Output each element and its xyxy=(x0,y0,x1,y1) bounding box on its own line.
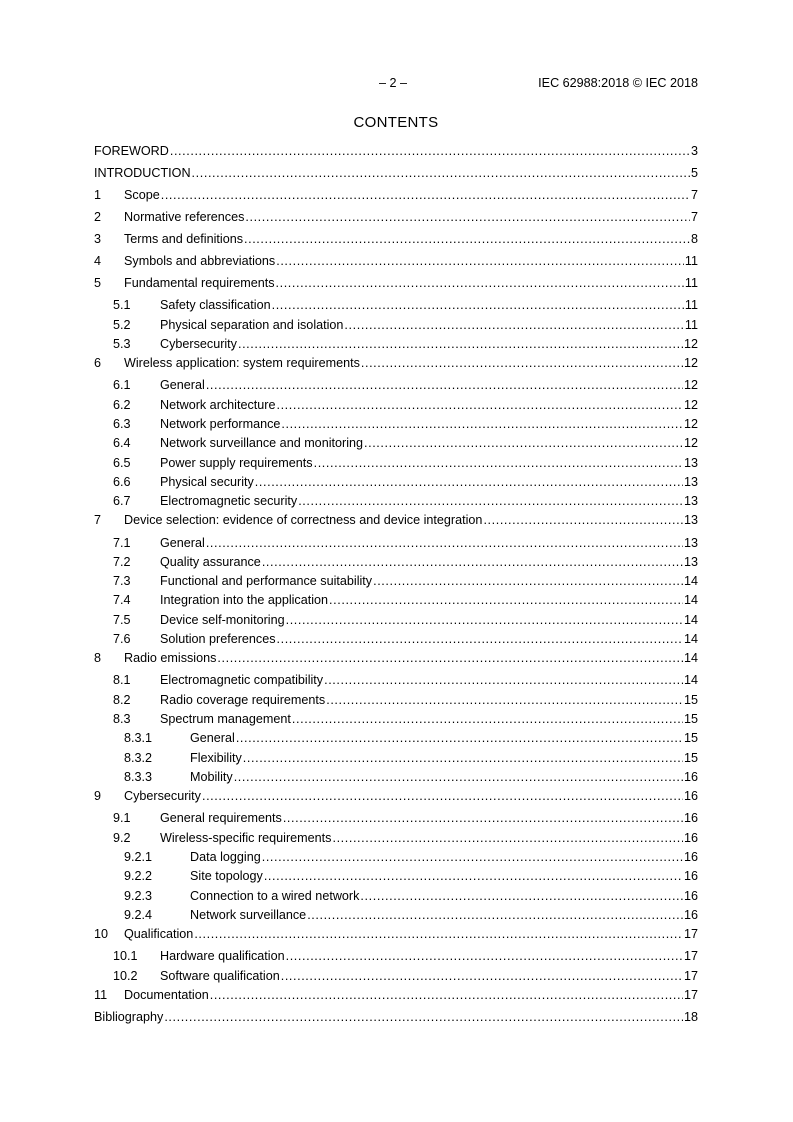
toc-entry-label: General requirements xyxy=(160,811,282,825)
toc-entry[interactable] xyxy=(94,712,698,729)
toc-entry-page: 14 xyxy=(683,574,698,588)
toc-entry[interactable] xyxy=(94,811,698,828)
dot-leader xyxy=(192,166,690,180)
dot-leader xyxy=(314,456,683,470)
toc-entry-label: Connection to a wired network xyxy=(190,889,360,903)
toc-entry-page: 15 xyxy=(683,712,698,726)
toc-entry[interactable] xyxy=(94,494,698,511)
toc-entry-number: 10 xyxy=(94,927,109,941)
toc-entry[interactable] xyxy=(94,232,698,249)
toc-entry-label: Network performance xyxy=(160,417,281,431)
toc-entry[interactable] xyxy=(94,789,698,806)
toc-entry[interactable] xyxy=(94,927,698,944)
dot-leader xyxy=(255,475,683,489)
dot-leader xyxy=(286,949,683,963)
dot-leader xyxy=(483,513,683,527)
toc-entry-page: 16 xyxy=(683,889,698,903)
toc-entry[interactable] xyxy=(94,831,698,848)
toc-entry-number: 8.2 xyxy=(113,693,131,707)
toc-entry-page: 12 xyxy=(683,378,698,392)
toc-entry-page: 11 xyxy=(684,276,698,290)
toc-entry-page: 13 xyxy=(683,456,698,470)
toc-entry-number: 8.3.1 xyxy=(124,731,153,745)
toc-entry-label: Electromagnetic compatibility xyxy=(160,673,324,687)
dot-leader xyxy=(245,210,690,224)
toc-entry-number: 8.3.3 xyxy=(124,770,153,784)
toc-entry[interactable] xyxy=(94,693,698,710)
dot-leader xyxy=(281,417,683,431)
toc-entry[interactable] xyxy=(94,949,698,966)
toc-entry-number: 9.1 xyxy=(113,811,131,825)
toc-entry[interactable] xyxy=(94,144,698,161)
toc-entry-label: Cybersecurity xyxy=(160,337,237,351)
toc-entry[interactable] xyxy=(94,276,698,293)
toc-entry-number: 7.5 xyxy=(113,613,131,627)
dot-leader xyxy=(234,770,683,784)
toc-entry-label: General xyxy=(190,731,235,745)
toc-entry[interactable] xyxy=(94,555,698,572)
toc-entry-page: 13 xyxy=(683,513,698,527)
toc-entry[interactable] xyxy=(94,869,698,886)
toc-entry[interactable] xyxy=(94,337,698,354)
toc-entry-page: 15 xyxy=(683,693,698,707)
toc-entry[interactable] xyxy=(94,1010,698,1027)
toc-entry-page: 11 xyxy=(684,318,698,332)
dot-leader xyxy=(281,969,683,983)
toc-entry-label: General xyxy=(160,536,205,550)
toc-entry-number: 6 xyxy=(94,356,102,370)
contents-title: CONTENTS xyxy=(353,114,439,131)
toc-entry-page: 12 xyxy=(683,337,698,351)
toc-entry-number: 5.1 xyxy=(113,298,131,312)
toc-entry-label: Device selection: evidence of correctness and device integration xyxy=(124,513,483,527)
dot-leader xyxy=(364,436,683,450)
toc-entry-page: 17 xyxy=(683,927,698,941)
dot-leader xyxy=(161,188,690,202)
toc-entry-page: 18 xyxy=(683,1010,698,1024)
toc-entry-number: 9.2.3 xyxy=(124,889,153,903)
toc-entry-page: 13 xyxy=(683,536,698,550)
toc-entry-number: 2 xyxy=(94,210,102,224)
toc-entry-label: Radio coverage requirements xyxy=(160,693,326,707)
dot-leader xyxy=(206,536,683,550)
toc-entry-label: INTRODUCTION xyxy=(94,166,191,180)
toc-entry-page: 16 xyxy=(683,770,698,784)
dot-leader xyxy=(202,789,683,803)
toc-entry-number: 8.1 xyxy=(113,673,131,687)
toc-entry-label: Mobility xyxy=(190,770,233,784)
toc-entry-number: 6.3 xyxy=(113,417,131,431)
toc-entry-number: 1 xyxy=(94,188,102,202)
dot-leader xyxy=(217,651,683,665)
dot-leader xyxy=(206,378,683,392)
toc-entry-label: Cybersecurity xyxy=(124,789,201,803)
toc-entry-page: 12 xyxy=(683,417,698,431)
toc-entry[interactable] xyxy=(94,751,698,768)
dot-leader xyxy=(324,673,683,687)
toc-entry-label: Safety classification xyxy=(160,298,271,312)
toc-entry-page: 16 xyxy=(683,831,698,845)
toc-entry-number: 6.1 xyxy=(113,378,131,392)
dot-leader xyxy=(238,337,683,351)
toc-entry-page: 13 xyxy=(683,475,698,489)
dot-leader xyxy=(292,712,683,726)
toc-entry-label: Qualification xyxy=(124,927,194,941)
toc-entry-page: 17 xyxy=(683,988,698,1002)
toc-entry[interactable] xyxy=(94,850,698,867)
toc-entry-label: Quality assurance xyxy=(160,555,261,569)
toc-entry-page: 12 xyxy=(683,356,698,370)
toc-entry-number: 9.2.1 xyxy=(124,850,153,864)
toc-entry[interactable] xyxy=(94,378,698,395)
toc-entry[interactable] xyxy=(94,417,698,434)
dot-leader xyxy=(210,988,683,1002)
toc-entry[interactable] xyxy=(94,536,698,553)
toc-entry[interactable] xyxy=(94,166,698,183)
toc-entry-number: 9 xyxy=(94,789,102,803)
toc-entry[interactable] xyxy=(94,593,698,610)
dot-leader xyxy=(332,831,683,845)
toc-entry-page: 17 xyxy=(683,969,698,983)
toc-entry-number: 9.2.2 xyxy=(124,869,153,883)
toc-entry-label: Wireless-specific requirements xyxy=(160,831,332,845)
toc-entry-page: 8 xyxy=(690,232,698,246)
toc-entry-page: 13 xyxy=(683,494,698,508)
toc-entry-number: 8.3 xyxy=(113,712,131,726)
page-header xyxy=(94,76,698,92)
toc-entry[interactable] xyxy=(94,770,698,787)
toc-entry-page: 7 xyxy=(690,210,698,224)
dot-leader xyxy=(262,850,683,864)
dot-leader xyxy=(329,593,683,607)
toc-entry-label: Integration into the application xyxy=(160,593,329,607)
toc-entry[interactable] xyxy=(94,969,698,986)
toc-entry-label: Device self-monitoring xyxy=(160,613,285,627)
toc-entry-label: Network surveillance and monitoring xyxy=(160,436,363,450)
toc-entry[interactable] xyxy=(94,475,698,492)
toc-entry[interactable] xyxy=(94,436,698,453)
dot-leader xyxy=(262,555,683,569)
toc-entry-label: General xyxy=(160,378,205,392)
standard-reference: IEC 62988:2018 © IEC 2018 xyxy=(538,76,698,90)
toc-entry-page: 11 xyxy=(684,254,698,268)
toc-entry-number: 6.5 xyxy=(113,456,131,470)
toc-entry-number: 7.1 xyxy=(113,536,131,550)
toc-entry-page: 16 xyxy=(683,869,698,883)
dot-leader xyxy=(170,144,690,158)
toc-entry-page: 16 xyxy=(683,811,698,825)
toc-entry-label: Electromagnetic security xyxy=(160,494,298,508)
dot-leader xyxy=(243,751,683,765)
dot-leader xyxy=(244,232,690,246)
toc-entry-label: Power supply requirements xyxy=(160,456,313,470)
dot-leader xyxy=(373,574,683,588)
toc-entry-number: 7 xyxy=(94,513,102,527)
toc-entry-label: Normative references xyxy=(124,210,245,224)
toc-entry[interactable] xyxy=(94,398,698,415)
toc-entry[interactable] xyxy=(94,673,698,690)
toc-entry[interactable] xyxy=(94,356,698,373)
toc-entry-page: 17 xyxy=(683,949,698,963)
toc-entry-page: 3 xyxy=(690,144,698,158)
dot-leader xyxy=(194,927,683,941)
dot-leader xyxy=(272,298,684,312)
toc-entry-number: 11 xyxy=(94,988,108,1002)
toc-entry-page: 12 xyxy=(683,398,698,412)
toc-entry-label: Fundamental requirements xyxy=(124,276,275,290)
toc-entry-page: 16 xyxy=(683,789,698,803)
toc-entry[interactable] xyxy=(94,908,698,925)
dot-leader xyxy=(277,632,683,646)
toc-entry-page: 7 xyxy=(690,188,698,202)
toc-entry-number: 6.4 xyxy=(113,436,131,450)
dot-leader xyxy=(286,613,683,627)
dot-leader xyxy=(276,276,684,290)
dot-leader xyxy=(344,318,684,332)
toc-entry-page: 15 xyxy=(683,751,698,765)
toc-entry-label: Solution preferences xyxy=(160,632,276,646)
toc-entry-page: 12 xyxy=(683,436,698,450)
dot-leader xyxy=(276,254,684,268)
toc-entry-label: Flexibility xyxy=(190,751,242,765)
toc-entry[interactable] xyxy=(94,632,698,649)
toc-entry[interactable] xyxy=(94,298,698,315)
toc-entry-number: 5.3 xyxy=(113,337,131,351)
toc-entry[interactable] xyxy=(94,988,698,1005)
toc-entry-page: 14 xyxy=(683,613,698,627)
toc-entry-label: Scope xyxy=(124,188,160,202)
toc-entry-number: 7.6 xyxy=(113,632,131,646)
toc-entry-number: 9.2.4 xyxy=(124,908,153,922)
toc-entry-label: Symbols and abbreviations xyxy=(124,254,276,268)
toc-entry[interactable] xyxy=(94,188,698,205)
toc-entry-page: 13 xyxy=(683,555,698,569)
toc-entry-page: 11 xyxy=(684,298,698,312)
toc-entry-number: 4 xyxy=(94,254,102,268)
toc-entry-page: 15 xyxy=(683,731,698,745)
toc-entry-label: FOREWORD xyxy=(94,144,169,158)
toc-entry-page: 14 xyxy=(683,632,698,646)
toc-entry-page: 16 xyxy=(683,908,698,922)
toc-entry-number: 6.2 xyxy=(113,398,131,412)
toc-entry-number: 7.3 xyxy=(113,574,131,588)
toc-entry-number: 8.3.2 xyxy=(124,751,153,765)
toc-entry[interactable] xyxy=(94,210,698,227)
toc-entry-label: Spectrum management xyxy=(160,712,291,726)
toc-entry-label: Wireless application: system requirements xyxy=(124,356,360,370)
page-number: – 2 – xyxy=(379,76,408,90)
dot-leader xyxy=(361,356,683,370)
toc-entry[interactable] xyxy=(94,613,698,630)
toc-entry-label: Bibliography xyxy=(94,1010,164,1024)
dot-leader xyxy=(236,731,683,745)
toc-entry-label: Functional and performance suitability xyxy=(160,574,373,588)
dot-leader xyxy=(164,1010,683,1024)
toc-entry-label: Site topology xyxy=(190,869,263,883)
toc-entry-label: Physical separation and isolation xyxy=(160,318,344,332)
toc-entry[interactable] xyxy=(94,651,698,668)
toc-entry-label: Physical security xyxy=(160,475,254,489)
toc-entry-number: 5 xyxy=(94,276,102,290)
toc-entry-number: 3 xyxy=(94,232,102,246)
toc-entry-number: 9.2 xyxy=(113,831,131,845)
dot-leader xyxy=(264,869,683,883)
toc-entry-number: 8 xyxy=(94,651,102,665)
dot-leader xyxy=(307,908,683,922)
toc-entry-number: 7.2 xyxy=(113,555,131,569)
toc-entry-number: 10.1 xyxy=(113,949,138,963)
toc-entry-number: 6.6 xyxy=(113,475,131,489)
toc-entry-page: 14 xyxy=(683,673,698,687)
toc-entry-number: 10.2 xyxy=(113,969,138,983)
dot-leader xyxy=(360,889,683,903)
toc-entry[interactable] xyxy=(94,731,698,748)
toc-entry[interactable] xyxy=(94,456,698,473)
toc-entry-label: Network surveillance xyxy=(190,908,307,922)
toc-entry-page: 5 xyxy=(690,166,698,180)
toc-entry[interactable] xyxy=(94,254,698,271)
toc-entry-page: 16 xyxy=(683,850,698,864)
dot-leader xyxy=(276,398,683,412)
toc-entry-label: Hardware qualification xyxy=(160,949,285,963)
toc-entry[interactable] xyxy=(94,574,698,591)
toc-entry[interactable] xyxy=(94,513,698,530)
toc-entry[interactable] xyxy=(94,318,698,335)
toc-entry-page: 14 xyxy=(683,651,698,665)
toc-entry-number: 6.7 xyxy=(113,494,131,508)
toc-entry-label: Radio emissions xyxy=(124,651,217,665)
dot-leader xyxy=(298,494,683,508)
toc-entry-number: 7.4 xyxy=(113,593,131,607)
toc-entry-number: 5.2 xyxy=(113,318,131,332)
toc-entry-label: Terms and definitions xyxy=(124,232,244,246)
dot-leader xyxy=(283,811,683,825)
toc-entry-label: Data logging xyxy=(190,850,261,864)
toc-entry-label: Network architecture xyxy=(160,398,276,412)
toc-entry[interactable] xyxy=(94,889,698,906)
toc-entry-label: Software qualification xyxy=(160,969,280,983)
toc-entry-page: 14 xyxy=(683,593,698,607)
dot-leader xyxy=(326,693,683,707)
toc-entry-label: Documentation xyxy=(124,988,209,1002)
